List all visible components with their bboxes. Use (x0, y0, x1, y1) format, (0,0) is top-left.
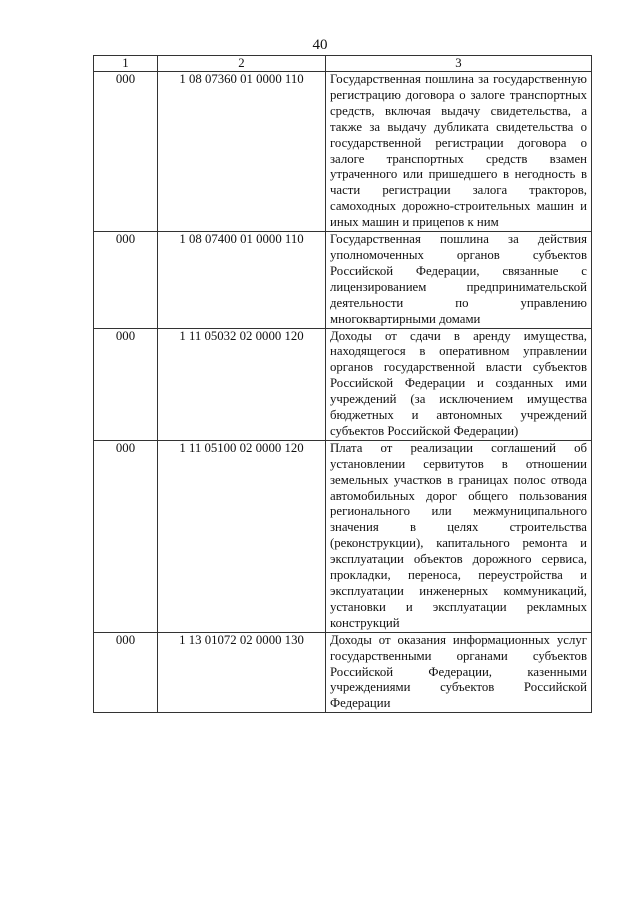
row-type-code: 000 (94, 328, 158, 440)
row-revenue-code: 1 11 05032 02 0000 120 (158, 328, 326, 440)
table-row (94, 72, 592, 232)
row-description: Государственная пошлина за государственную регистрацию договора о залоге транспортных средств, включая выдачу свидетельства, а также за выдачу дубликата свидетельства о государственной регистрации договора о залоге транспортных средств взамен утраченного или пришедшего в негодность в части регистрации залога тракторов, самоходных дорожно-строительных машин и иных машин и прицепов к ним (326, 72, 592, 232)
row-revenue-code: 1 08 07400 01 0000 110 (158, 232, 326, 328)
row-type-code: 000 (94, 440, 158, 632)
column-header-3: 3 (326, 56, 592, 72)
row-description: Плата от реализации соглашений об установлении сервитутов в отношении земельных участков в границах полос отвода автомобильных дорог общего пользования регионального или межмуниципального значения в целях строительства (реконструкции), капитального ремонта и эксплуатации объектов дорожного сервиса, прокладки, переноса, переустройства и эксплуатации инженерных коммуникаций, установки и эксплуатации рекламных конструкций (326, 440, 592, 632)
table-header-row (94, 56, 592, 72)
page-number: 40 (312, 37, 328, 53)
row-description: Доходы от оказания информационных услуг государственными органами субъектов Российской Федерации, казенными учреждениями субъектов Российской Федерации (326, 632, 592, 713)
row-type-code: 000 (94, 232, 158, 328)
row-revenue-code: 1 08 07360 01 0000 110 (158, 72, 326, 232)
row-type-code: 000 (94, 632, 158, 713)
table-row (94, 440, 592, 632)
column-header-1: 1 (94, 56, 158, 72)
row-revenue-code: 1 13 01072 02 0000 130 (158, 632, 326, 713)
revenue-codes-table (93, 55, 592, 713)
row-revenue-code: 1 11 05100 02 0000 120 (158, 440, 326, 632)
column-header-2: 2 (158, 56, 326, 72)
table-row (94, 232, 592, 328)
row-description: Государственная пошлина за действия уполномоченных органов субъектов Российской Федерации, связанные с лицензированием предпринимательской деятельности по управлению многоквартирными домами (326, 232, 592, 328)
row-type-code: 000 (94, 72, 158, 232)
table-row (94, 632, 592, 713)
row-description: Доходы от сдачи в аренду имущества, находящегося в оперативном управлении органов государственной власти субъектов Российской Федерации и созданных ими учреждений (за исключением имущества бюджетных и автономных учреждений субъектов Российской Федерации) (326, 328, 592, 440)
table-row (94, 328, 592, 440)
